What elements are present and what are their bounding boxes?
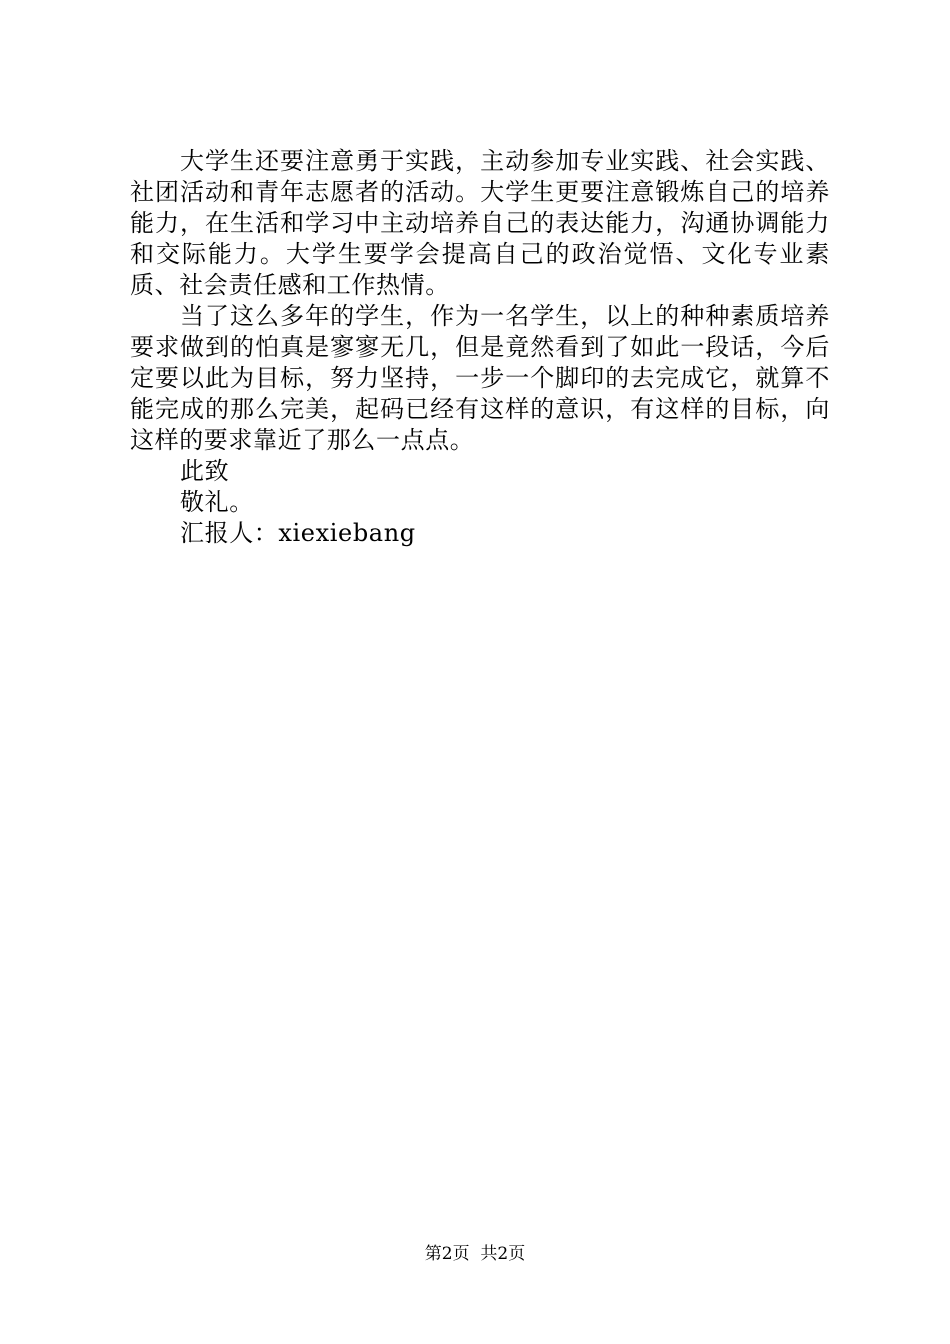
closing-salutation: 此致: [180, 457, 230, 485]
document-body: [130, 146, 830, 549]
page-number: 第2页 共2页: [424, 1244, 526, 1264]
page-footer: [0, 1243, 950, 1265]
closing-regards: 敬礼。: [180, 488, 254, 516]
paragraph: 大学生还要注意勇于实践，主动参加专业实践、社会实践、社团活动和青年志愿者的活动。大学生更要注意锻炼自己的培养能力，在生活和学习中主动培养自己的表达能力，沟通协调能力和交际能力。大学生要学会提高自己的政治觉悟、文化专业素质、社会责任感和工作热情。: [130, 147, 830, 299]
paragraph: 当了这么多年的学生，作为一名学生，以上的种种素质培养要求做到的怕真是寥寥无几，但是竟然看到了如此一段话，今后定要以此为目标，努力坚持，一步一个脚印的去完成它，就算不能完成的那么完美，起码已经有这样的意识，有这样的目标，向这样的要求靠近了那么一点点。: [130, 302, 830, 454]
reporter-signature: 汇报人：xiexiebang: [180, 519, 416, 547]
